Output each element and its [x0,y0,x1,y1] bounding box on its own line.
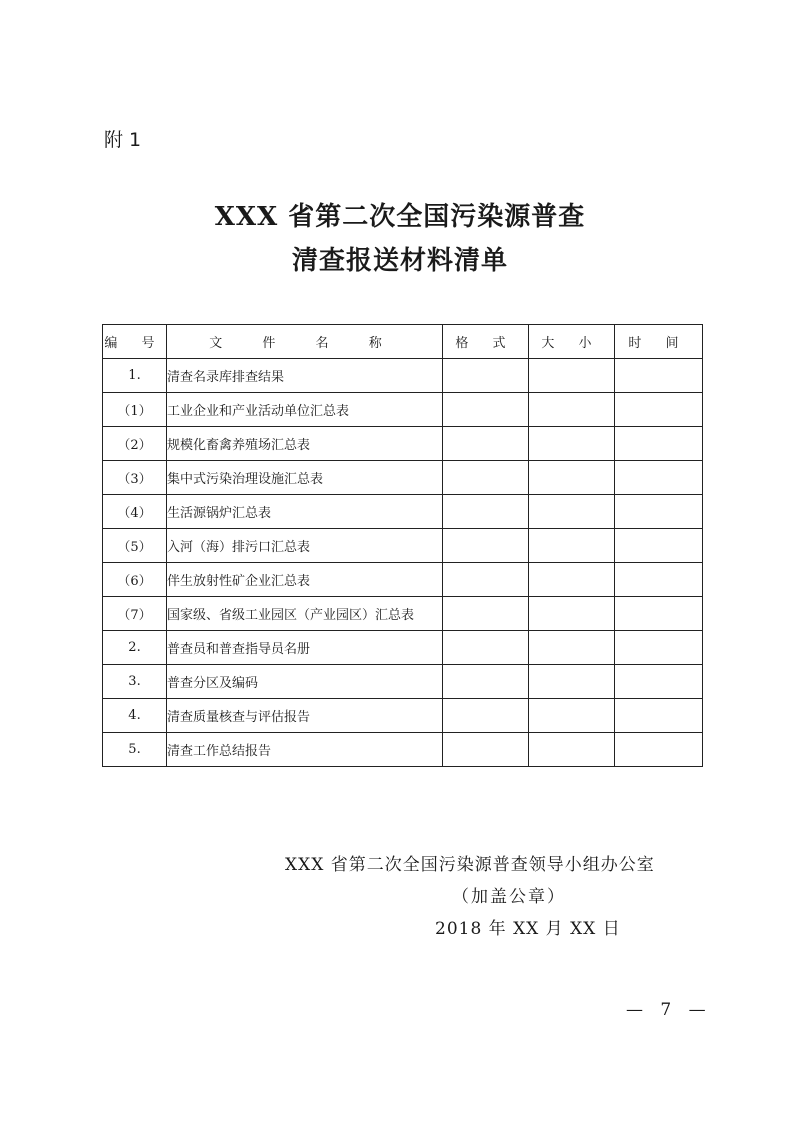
row-file-name: 入河（海）排污口汇总表 [167,529,443,563]
header-file-name: 文 件 名 称 [167,325,443,359]
size-cell [529,529,615,563]
time-cell [615,529,703,563]
format-cell [443,461,529,495]
row-file-name: 清查质量核查与评估报告 [167,699,443,733]
size-cell [529,393,615,427]
row-file-name: 清查工作总结报告 [167,733,443,767]
row-number: 2. [103,631,167,665]
row-number: （6） [103,563,167,597]
time-cell [615,665,703,699]
format-cell [443,665,529,699]
format-cell [443,631,529,665]
attachment-label: 附 1 [104,129,142,151]
seal-note: （加盖公章） [452,887,566,907]
header-number: 编 号 [103,325,167,359]
table-body [103,359,703,767]
size-cell [529,461,615,495]
document-title-line-1: XXX 省第二次全国污染源普查 [214,202,586,232]
row-file-name: 规模化畜禽养殖场汇总表 [167,427,443,461]
row-file-name: 国家级、省级工业园区（产业园区）汇总表 [167,597,443,631]
row-number: （1） [103,393,167,427]
row-file-name: 工业企业和产业活动单位汇总表 [167,393,443,427]
size-cell [529,563,615,597]
document-title-line-2: 清查报送材料清单 [291,246,508,276]
row-number: （3） [103,461,167,495]
row-file-name: 清查名录库排查结果 [167,359,443,393]
issue-date: 2018 年 XX 月 XX 日 [435,919,621,939]
row-file-name: 普查员和普查指导员名册 [167,631,443,665]
row-number: 1. [103,359,167,393]
time-cell [615,427,703,461]
size-cell [529,631,615,665]
format-cell [443,597,529,631]
table-row [103,733,703,767]
size-cell [529,495,615,529]
row-number: （5） [103,529,167,563]
time-cell [615,495,703,529]
table-header [103,325,703,359]
row-number: （4） [103,495,167,529]
time-cell [615,359,703,393]
format-cell [443,495,529,529]
table-row [103,393,703,427]
header-time: 时 间 [615,325,703,359]
row-number: 4. [103,699,167,733]
row-file-name: 生活源锅炉汇总表 [167,495,443,529]
size-cell [529,359,615,393]
table-row [103,495,703,529]
format-cell [443,733,529,767]
header-size: 大 小 [529,325,615,359]
format-cell [443,699,529,733]
row-number: （2） [103,427,167,461]
row-number: （7） [103,597,167,631]
row-file-name: 伴生放射性矿企业汇总表 [167,563,443,597]
header-format: 格 式 [443,325,529,359]
row-file-name: 普查分区及编码 [167,665,443,699]
size-cell [529,699,615,733]
table-row [103,529,703,563]
format-cell [443,393,529,427]
size-cell [529,597,615,631]
size-cell [529,427,615,461]
row-number: 3. [103,665,167,699]
page-number: — 7 — [626,1000,712,1020]
format-cell [443,529,529,563]
format-cell [443,427,529,461]
time-cell [615,733,703,767]
time-cell [615,597,703,631]
table-row [103,699,703,733]
table-row [103,427,703,461]
format-cell [443,359,529,393]
table-row [103,359,703,393]
table-row [103,631,703,665]
header-row [103,325,703,359]
size-cell [529,665,615,699]
time-cell [615,461,703,495]
size-cell [529,733,615,767]
issuing-office: XXX 省第二次全国污染源普查领导小组办公室 [285,855,655,875]
table-row [103,665,703,699]
table-row [103,597,703,631]
time-cell [615,563,703,597]
table-row [103,461,703,495]
format-cell [443,563,529,597]
row-number: 5. [103,733,167,767]
time-cell [615,699,703,733]
row-file-name: 集中式污染治理设施汇总表 [167,461,443,495]
time-cell [615,393,703,427]
materials-table [102,324,703,767]
table-row [103,563,703,597]
time-cell [615,631,703,665]
